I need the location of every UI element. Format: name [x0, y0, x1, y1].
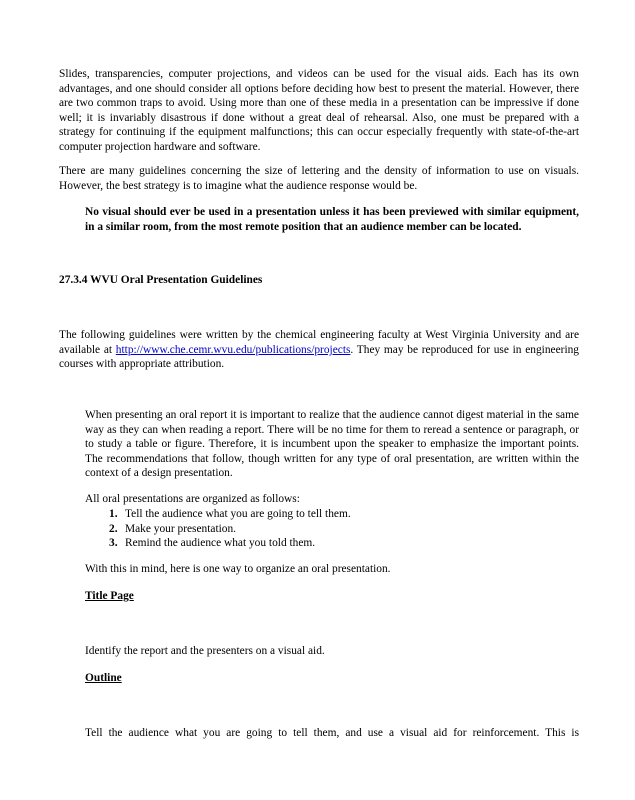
- title-page-heading: Title Page: [85, 590, 134, 602]
- bold-rule-paragraph: No visual should ever be used in a presentation unless it has been previewed with similar equipment, in a similar room, from the most remote position that an audience member can be located.: [85, 206, 579, 233]
- outline-text: Tell the audience what you are going to tell them, and use a visual aid for reinforcement. This is: [85, 727, 579, 739]
- step-text: Make your presentation.: [125, 522, 237, 535]
- wvu-intro-after-link: . They may be reproduced for use in engineering courses with appropriate attribution.: [59, 343, 579, 371]
- step-number: 1.: [109, 508, 118, 520]
- outline-heading: Outline: [85, 672, 122, 684]
- wvu-intro-paragraph: [59, 328, 579, 372]
- section-heading: 27.3.4 WVU Oral Presentation Guidelines: [59, 274, 263, 286]
- step-number: 2.: [109, 522, 118, 535]
- visual-aids-paragraph: Slides, transparencies, computer projections, and videos can be used for the visual aids. Each has its own advantages, and one should consider all options before deciding how best to present the material. However, there are two common traps to avoid. Using more than one of these media in a presentation can be impressive if done well; it is invariably disastrous if done without a great deal of rehearsal. Also, one must be prepared with a strategy for continuing if the equipment malfunctions; this can occur especially frequently with state-of-the-art computer projection hardware and software.: [59, 68, 579, 153]
- title-page-text: Identify the report and the presenters on a visual aid.: [85, 645, 325, 657]
- list-item: [85, 507, 579, 522]
- with-this-in-mind: With this in mind, here is one way to organize an oral presentation.: [85, 563, 391, 575]
- organized-intro: All oral presentations are organized as follows:: [85, 493, 300, 505]
- step-text: Tell the audience what you are going to tell them.: [125, 508, 351, 520]
- oral-report-paragraph: When presenting an oral report it is important to realize that the audience cannot digest material in the same way as they can when reading a report. There will be no time for them to reread a sentence or paragraph, or to study a table or figure. Therefore, it is incumbent upon the speaker to emphasize the important points. The recommendations that follow, though written for any type of oral presentation, are written within the context of a design presentation.: [85, 409, 579, 480]
- steps-list: [85, 507, 579, 551]
- wvu-intro-before-link: The following guidelines were written by the chemical engineering faculty at West Virginia University and are available at: [59, 329, 579, 356]
- step-text: Remind the audience what you told them.: [125, 537, 316, 550]
- wvu-publications-link[interactable]: http://www.che.cemr.wvu.edu/publications/projects: [115, 343, 351, 356]
- list-item: [85, 536, 579, 551]
- step-number: 3.: [109, 537, 118, 550]
- list-item: [85, 522, 579, 537]
- guidelines-paragraph: There are many guidelines concerning the size of lettering and the density of information to use on visuals. However, the best strategy is to imagine what the audience response would be.: [59, 165, 579, 192]
